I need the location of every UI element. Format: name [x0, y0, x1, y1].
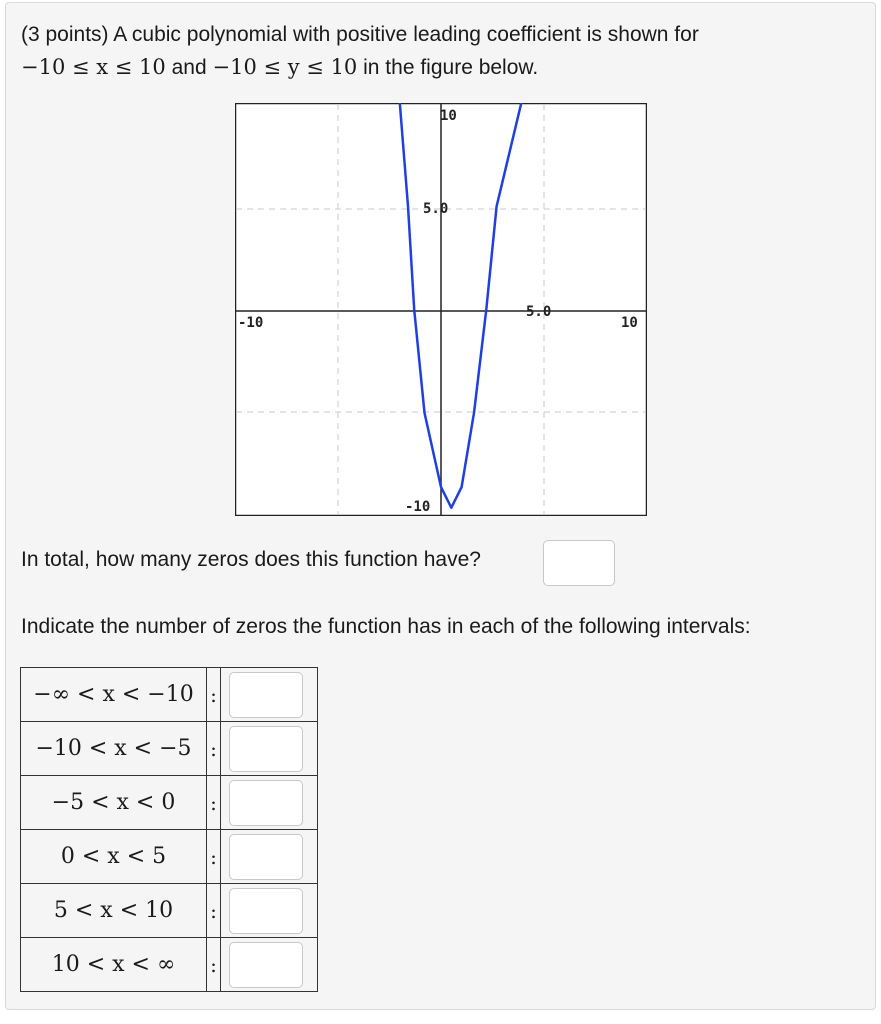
total-zeros-input[interactable] [543, 540, 615, 586]
x-range-expression: −10 ≤ x ≤ 10 [21, 55, 166, 79]
interval-answer-input[interactable] [229, 780, 303, 826]
interval-row [21, 722, 318, 776]
interval-separator: : [207, 722, 221, 776]
interval-row [21, 776, 318, 830]
interval-answer-input[interactable] [229, 672, 303, 718]
interval-label: 10 < x < ∞ [21, 938, 207, 992]
interval-answer-input[interactable] [229, 834, 303, 880]
interval-separator: : [207, 830, 221, 884]
interval-label: −∞ < x < −10 [21, 668, 207, 722]
interval-answer-input[interactable] [229, 726, 303, 772]
polynomial-graph [235, 103, 647, 516]
total-zeros-prompt: In total, how many zeros does this function have? [21, 548, 481, 571]
interval-row [21, 938, 318, 992]
interval-label: 5 < x < 10 [21, 884, 207, 938]
interval-separator: : [207, 938, 221, 992]
interval-separator: : [207, 884, 221, 938]
interval-separator: : [207, 776, 221, 830]
y-bottom-tick-label: -10 [405, 499, 431, 515]
interval-row [21, 830, 318, 884]
y-range-expression: −10 ≤ y ≤ 10 [212, 55, 358, 79]
interval-answer-input[interactable] [229, 942, 303, 988]
interval-label: −10 < x < −5 [21, 722, 207, 776]
interval-label: 0 < x < 5 [21, 830, 207, 884]
y-top-tick-label: 10 [440, 108, 457, 124]
x-mid-tick-label: 5.0 [526, 304, 552, 320]
interval-separator: : [207, 668, 221, 722]
x-right-tick-label: 10 [621, 315, 638, 331]
interval-row [21, 668, 318, 722]
x-left-tick-label: -10 [238, 315, 264, 331]
interval-label: −5 < x < 0 [21, 776, 207, 830]
intervals-table [20, 667, 318, 992]
points-label: (3 points) [21, 23, 109, 46]
question-text [21, 18, 861, 84]
question-text-1: A cubic polynomial with positive leading coefficient is shown for [108, 23, 699, 46]
interval-answer-input[interactable] [229, 888, 303, 934]
graph-svg [235, 103, 647, 516]
and-text: and [165, 56, 213, 79]
intervals-prompt: Indicate the number of zeros the function has in each of the following intervals: [21, 615, 751, 638]
question-text-2: in the figure below. [357, 56, 539, 79]
y-mid-tick-label: 5.0 [423, 201, 449, 217]
interval-row [21, 884, 318, 938]
